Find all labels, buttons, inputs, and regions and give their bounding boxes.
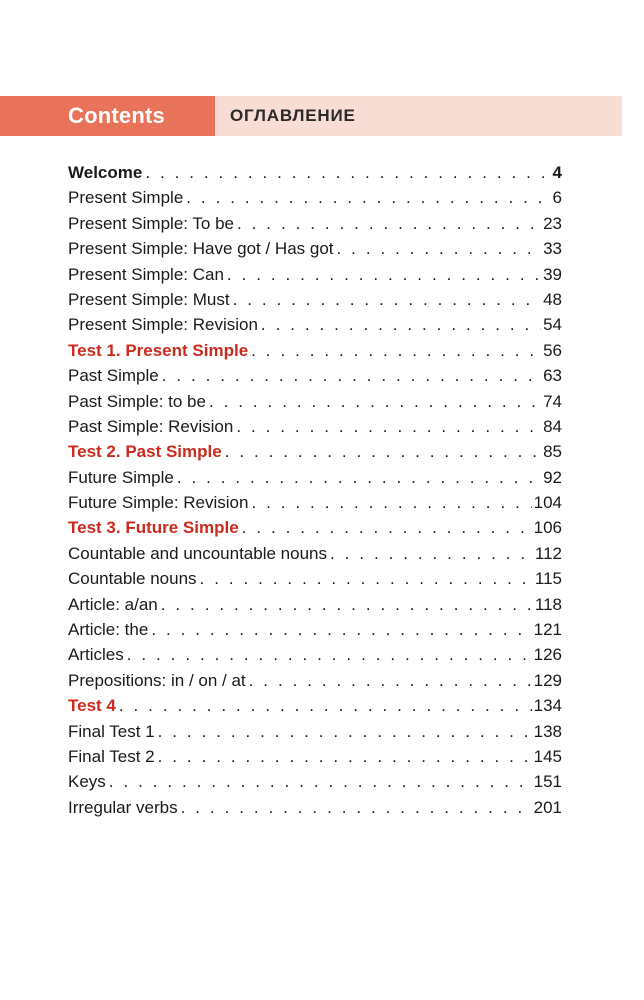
toc-entry-page: 48 xyxy=(543,289,562,309)
toc-entry-title: Test 3. Future Simple xyxy=(68,518,239,538)
toc-entry-page: 134 xyxy=(533,696,562,716)
toc-entry-page: 23 xyxy=(543,213,562,233)
toc-entry[interactable] xyxy=(68,744,562,769)
dot-leader xyxy=(249,668,532,693)
dot-leader xyxy=(161,592,533,617)
toc-entry[interactable] xyxy=(68,541,562,566)
contents-header xyxy=(0,96,622,136)
toc-entry[interactable] xyxy=(68,439,562,464)
toc-entry-title: Present Simple: Must xyxy=(68,289,230,309)
toc-entry-page: 56 xyxy=(543,340,562,360)
toc-entry[interactable] xyxy=(68,566,562,591)
toc-entry-title: Future Simple: Revision xyxy=(68,493,249,513)
dot-leader xyxy=(119,693,532,718)
dot-leader xyxy=(209,389,541,414)
toc-entry-page: 129 xyxy=(533,670,562,690)
toc-entry-page: 145 xyxy=(533,746,562,766)
toc-entry[interactable] xyxy=(68,262,562,287)
dot-leader xyxy=(251,490,531,515)
dot-leader xyxy=(109,769,532,794)
dot-leader xyxy=(158,719,532,744)
toc-entry-title: Present Simple: Can xyxy=(68,264,224,284)
dot-leader xyxy=(237,211,541,236)
toc-entry[interactable] xyxy=(68,236,562,261)
toc-entry-page: 115 xyxy=(534,569,562,589)
dot-leader xyxy=(330,541,533,566)
toc-entry-page: 92 xyxy=(543,467,562,487)
toc-entry[interactable] xyxy=(68,795,562,820)
dot-leader xyxy=(200,566,533,591)
toc-entry-page: 118 xyxy=(534,594,562,614)
toc-entry-page: 138 xyxy=(533,721,562,741)
toc-entry[interactable] xyxy=(68,389,562,414)
dot-leader xyxy=(337,236,542,261)
toc-entry-title: Final Test 1 xyxy=(68,721,155,741)
dot-leader xyxy=(162,363,541,388)
toc-entry-page: 201 xyxy=(533,797,562,817)
toc-entry-page: 39 xyxy=(543,264,562,284)
toc-entry-title: Final Test 2 xyxy=(68,746,155,766)
toc-entry-title: Test 1. Present Simple xyxy=(68,340,249,360)
dot-leader xyxy=(145,160,550,185)
toc-entry[interactable] xyxy=(68,312,562,337)
toc-entry[interactable] xyxy=(68,769,562,794)
toc-entry[interactable] xyxy=(68,363,562,388)
contents-title: Contents xyxy=(68,103,165,128)
toc-entry[interactable] xyxy=(68,490,562,515)
toc-entry-title: Present Simple: Revision xyxy=(68,315,258,335)
toc-entry[interactable] xyxy=(68,287,562,312)
toc-entry-title: Present Simple xyxy=(68,188,184,208)
dot-leader xyxy=(251,338,541,363)
dot-leader xyxy=(233,287,542,312)
toc-entry[interactable] xyxy=(68,338,562,363)
toc-entry-title: Present Simple: Have got / Has got xyxy=(68,239,334,259)
toc-entry-page: 112 xyxy=(534,543,562,563)
toc-entry-title: Prepositions: in / on / at xyxy=(68,670,246,690)
toc-entry[interactable] xyxy=(68,465,562,490)
toc-entry[interactable] xyxy=(68,160,562,185)
toc-entry-page: 85 xyxy=(543,442,562,462)
dot-leader xyxy=(242,515,532,540)
toc-entry-page: 104 xyxy=(533,493,562,513)
toc-entry-title: Articles xyxy=(68,645,124,665)
toc-entry-page: 84 xyxy=(543,416,562,436)
toc-entry-title: Past Simple xyxy=(68,366,159,386)
toc-entry[interactable] xyxy=(68,668,562,693)
toc-entry[interactable] xyxy=(68,617,562,642)
toc-entry-title: Present Simple: To be xyxy=(68,213,234,233)
dot-leader xyxy=(127,642,532,667)
dot-leader xyxy=(177,465,541,490)
toc-entry-page: 121 xyxy=(533,620,562,640)
toc-entry[interactable] xyxy=(68,642,562,667)
dot-leader xyxy=(227,262,541,287)
toc-entry[interactable] xyxy=(68,211,562,236)
dot-leader xyxy=(261,312,541,337)
toc-entry-title: Article: a/an xyxy=(68,594,158,614)
toc-entry-page: 6 xyxy=(552,188,562,208)
toc-entry-page: 54 xyxy=(543,315,562,335)
toc-entry[interactable] xyxy=(68,719,562,744)
toc-entry[interactable] xyxy=(68,185,562,210)
toc-entry-page: 74 xyxy=(543,391,562,411)
toc-entry-title: Past Simple: Revision xyxy=(68,416,234,436)
toc-entry[interactable] xyxy=(68,515,562,540)
toc-entry-page: 33 xyxy=(543,239,562,259)
dot-leader xyxy=(151,617,531,642)
contents-tab xyxy=(0,96,215,136)
toc-entry-title: Test 4 xyxy=(68,696,116,716)
toc-entry-title: Countable nouns xyxy=(68,569,197,589)
toc-entry-title: Irregular verbs xyxy=(68,797,178,817)
toc-entry-page: 4 xyxy=(552,163,562,182)
toc-entry-title: Test 2. Past Simple xyxy=(68,442,222,462)
contents-subtitle: ОГЛАВЛЕНИЕ xyxy=(230,106,356,125)
dot-leader xyxy=(181,795,532,820)
toc-entry-title: Future Simple xyxy=(68,467,174,487)
toc-entry-title: Article: the xyxy=(68,620,149,640)
toc-entry-page: 151 xyxy=(533,772,562,792)
toc-entry[interactable] xyxy=(68,592,562,617)
toc-entry[interactable] xyxy=(68,414,562,439)
toc-entry-page: 106 xyxy=(533,518,562,538)
toc-entry-title: Countable and uncountable nouns xyxy=(68,543,327,563)
dot-leader xyxy=(236,414,541,439)
dot-leader xyxy=(186,185,550,210)
toc-entry-title: Keys xyxy=(68,772,106,792)
table-of-contents xyxy=(68,160,562,820)
dot-leader xyxy=(158,744,532,769)
toc-entry-page: 63 xyxy=(543,366,562,386)
dot-leader xyxy=(225,439,541,464)
toc-entry-title: Welcome xyxy=(68,163,143,182)
toc-entry-page: 126 xyxy=(533,645,562,665)
toc-entry-title: Past Simple: to be xyxy=(68,391,206,411)
toc-entry[interactable] xyxy=(68,693,562,718)
